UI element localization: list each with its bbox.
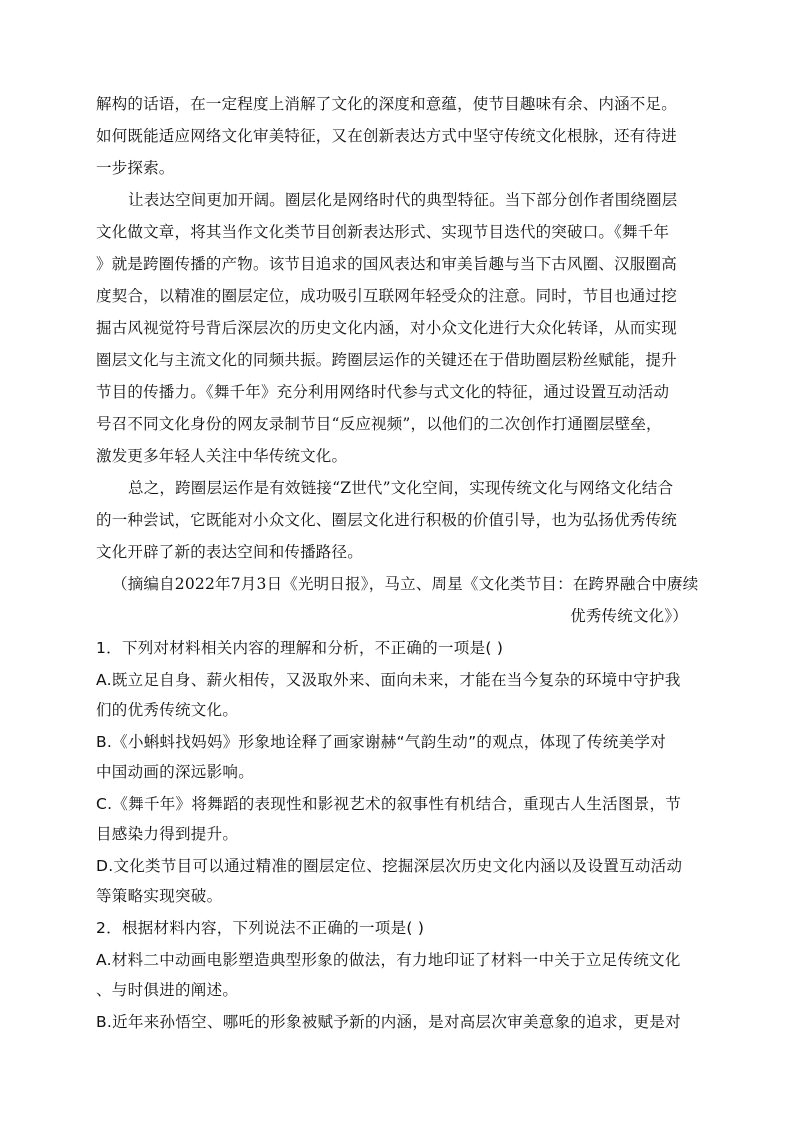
question-2-stem: 2．根据材料内容，下列说法不正确的一项是( ) [96, 919, 425, 937]
question-2-option-b: B.近年来孙悟空、哪吒的形象被赋予新的内涵，是对高层次审美意象的追求，更是对 [96, 1013, 681, 1031]
article-line: 度契合，以精准的圈层定位，成功吸引互联网年轻受众的注意。同时，节目也通过挖 [96, 287, 677, 305]
question-1-option-c: C.《舞千年》将舞蹈的表现性和影视艺术的叙事性有机结合，重现古人生活图景，节 [96, 795, 682, 813]
article-line: 圈层文化与主流文化的同频共振。跨圈层运作的关键还在于借助圈层粉丝赋能，提升 [96, 351, 677, 369]
article-line: 解构的话语，在一定程度上消解了文化的深度和意蕴，使节目趣味有余、内涵不足。 [96, 95, 677, 113]
source-citation: 优秀传统文化》） [570, 607, 688, 625]
question-1-option-b: B.《小蝌蚪找妈妈》形象地诠释了画家谢赫“气韵生动”的观点，体现了传统美学对 [96, 733, 667, 751]
article-line: 的一种尝试，它既能对小众文化、圈层文化进行积极的价值引导，也为弘扬优秀传统 [96, 511, 677, 529]
question-1-stem: 1．下列对材料相关内容的理解和分析，不正确的一项是( ) [96, 639, 504, 657]
article-line: 文化开辟了新的表达空间和传播路径。 [96, 543, 363, 561]
source-citation: （摘编自2022年7月3日《光明日报》，马立、周星《文化类节目：在跨界融合中赓续 [112, 575, 699, 593]
question-1-option-b: 中国动画的深远影响。 [96, 763, 255, 781]
article-line: 总之，跨圈层运作是有效链接“Z世代”文化空间，实现传统文化与网络文化结合 [128, 479, 674, 497]
question-2-option-a: A.材料二中动画电影塑造典型形象的做法，有力地印证了材料一中关于立足传统文化 [96, 951, 681, 969]
question-1-option-a: A.既立足自身、薪火相传，又汲取外来、面向未来，才能在当今复杂的环境中守护我 [96, 671, 681, 689]
article-line: 掘古风视觉符号背后深层次的历史文化内涵，对小众文化进行大众化转译，从而实现 [96, 319, 677, 337]
article-line: 》就是跨圈传播的产物。该节目追求的国风表达和审美旨趣与当下古风圈、汉服圈高 [96, 255, 677, 273]
question-1-option-d: 等策略实现突破。 [96, 887, 223, 905]
article-line: 一步探索。 [96, 159, 175, 177]
article-line: 节目的传播力。《舞千年》充分利用网络时代参与式文化的特征，通过设置互动活动 [96, 383, 670, 401]
question-1-option-d: D.文化类节目可以通过精准的圈层定位、挖掘深层次历史文化内涵以及设置互动活动 [96, 857, 683, 875]
question-1-option-a: 们的优秀传统文化。 [96, 701, 239, 719]
article-line: 号召不同文化身份的网友录制节目“反应视频”，以他们的二次创作打通圈层壁垒， [96, 415, 662, 433]
question-2-option-a: 、与时俱进的阐述。 [96, 981, 239, 999]
article-line: 让表达空间更加开阔。圈层化是网络时代的典型特征。当下部分创作者围绕圈层 [128, 191, 678, 209]
article-line: 文化做文章，将其当作文化类节目创新表达形式、实现节目迭代的突破口。《舞千年 [96, 223, 670, 241]
article-line: 激发更多年轻人关注中华传统文化。 [96, 447, 348, 465]
article-line: 如何既能适应网络文化审美特征，又在创新表达方式中坚守传统文化根脉，还有待进 [96, 127, 677, 145]
question-1-option-c: 目感染力得到提升。 [96, 825, 239, 843]
